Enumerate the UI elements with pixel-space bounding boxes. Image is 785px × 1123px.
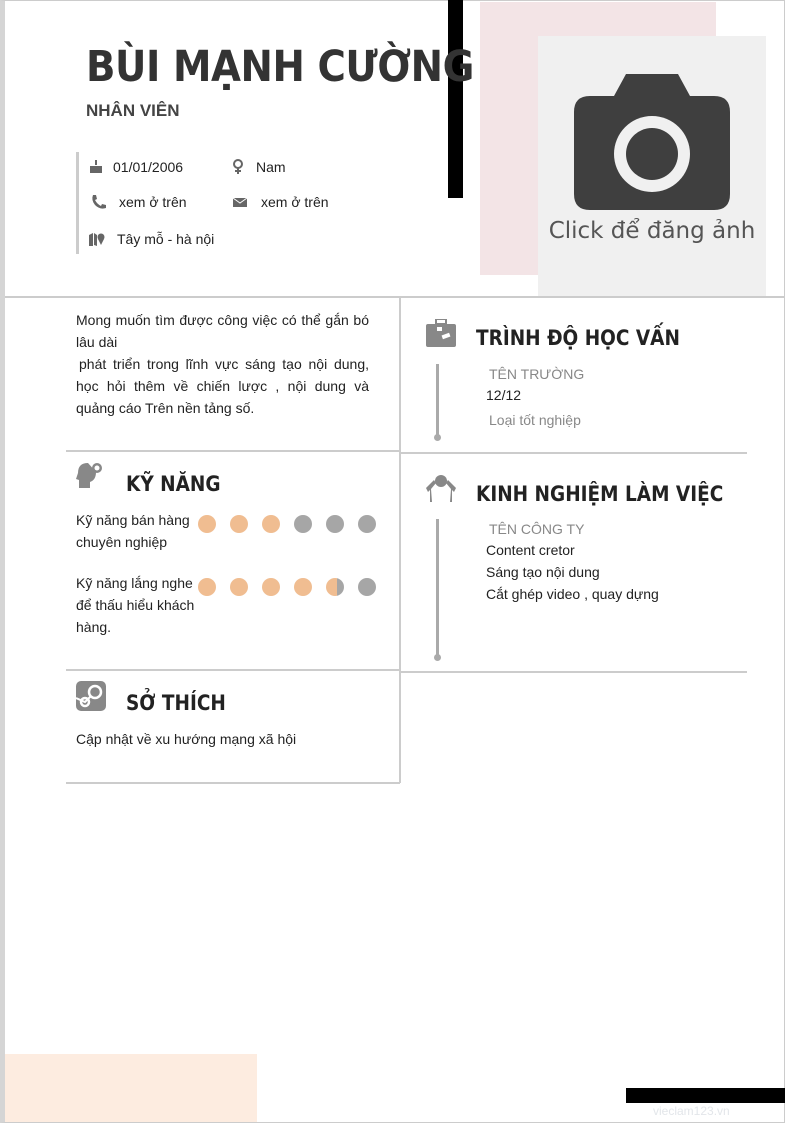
candidate-name[interactable]: BÙI MẠNH CƯỜNG — [86, 42, 474, 92]
footer-black-bar — [626, 1088, 785, 1103]
experience-line: Cắt ghép video , quay dựng — [486, 586, 659, 602]
objective-line: Mong muốn tìm được công việc có thể gắn bó lâu dài — [76, 312, 369, 350]
rating-dot[interactable] — [326, 515, 344, 533]
rating-dot[interactable] — [358, 515, 376, 533]
rating-dot[interactable] — [294, 578, 312, 596]
email[interactable]: xem ở trên — [261, 194, 329, 210]
briefcase-icon — [426, 319, 456, 347]
divider — [66, 450, 400, 452]
worker-laptop-icon — [426, 474, 456, 502]
experience-line: Sáng tạo nội dung — [486, 564, 600, 580]
divider — [400, 452, 747, 454]
experience-line: Content cretor — [486, 542, 575, 558]
experience-details[interactable] — [486, 539, 659, 605]
header-divider — [5, 296, 785, 298]
steam-icon — [76, 681, 106, 711]
hobbies-title: SỞ THÍCH — [126, 691, 226, 715]
phone-icon — [91, 194, 107, 210]
timeline-dot — [434, 434, 441, 441]
head-lightbulb-icon — [76, 460, 106, 490]
skill-name[interactable]: Kỹ năng lắng nghe để thấu hiểu khách hàng. — [76, 575, 195, 635]
skill-name[interactable]: Kỹ năng bán hàng chuyên nghiệp — [76, 512, 190, 550]
timeline-dot — [434, 654, 441, 661]
photo-label: Click để đăng ảnh — [548, 218, 756, 244]
divider — [66, 669, 400, 671]
timeline-line — [436, 364, 439, 438]
address[interactable]: Tây mỗ - hà nội — [117, 231, 215, 247]
school-name[interactable]: TÊN TRƯỜNG — [489, 366, 585, 382]
column-divider — [399, 297, 401, 783]
rating-dot[interactable] — [198, 578, 216, 596]
rating-dot[interactable] — [262, 515, 280, 533]
birthday-cake-icon — [88, 158, 104, 174]
gender[interactable]: Nam — [256, 159, 286, 175]
experience-title: KINH NGHIỆM LÀM VIỆC — [476, 482, 724, 506]
skill-rating — [198, 578, 376, 596]
birthday[interactable]: 01/01/2006 — [113, 159, 184, 175]
career-objective[interactable] — [76, 309, 369, 419]
skill-rating — [198, 515, 376, 533]
rating-dot[interactable] — [230, 515, 248, 533]
map-icon — [89, 231, 105, 247]
rating-dot[interactable] — [294, 515, 312, 533]
rating-dot[interactable] — [262, 578, 280, 596]
email-icon — [232, 194, 248, 210]
candidate-position[interactable]: NHÂN VIÊN — [86, 101, 180, 120]
objective-line: phát triển trong lĩnh vực sáng tạo nội dung, học hỏi thêm về chiến lược , nội dung và quảng cáo Trên nền tảng số. — [76, 356, 369, 416]
camera-icon — [574, 74, 730, 210]
timeline-line — [436, 519, 439, 657]
graduation-grade[interactable]: Loại tốt nghiệp — [489, 412, 581, 428]
peach-block — [5, 1054, 257, 1122]
divider — [400, 671, 747, 673]
watermark: vieclam123.vn — [653, 1104, 730, 1118]
company-name[interactable]: TÊN CÔNG TY — [489, 521, 585, 537]
black-bar — [448, 0, 463, 198]
rating-dot[interactable] — [326, 578, 344, 596]
photo-upload[interactable] — [538, 36, 766, 296]
gender-icon — [231, 158, 247, 174]
study-period[interactable]: 12/12 — [486, 387, 522, 403]
rating-dot[interactable] — [230, 578, 248, 596]
skills-title: KỸ NĂNG — [126, 472, 221, 496]
contact-divider — [76, 152, 79, 254]
rating-dot[interactable] — [358, 578, 376, 596]
phone[interactable]: xem ở trên — [119, 194, 187, 210]
hobbies-text[interactable]: Cập nhật về xu hướng mạng xã hội — [76, 731, 297, 747]
divider — [66, 782, 400, 784]
education-title: TRÌNH ĐỘ HỌC VẤN — [476, 326, 680, 350]
rating-dot[interactable] — [198, 515, 216, 533]
